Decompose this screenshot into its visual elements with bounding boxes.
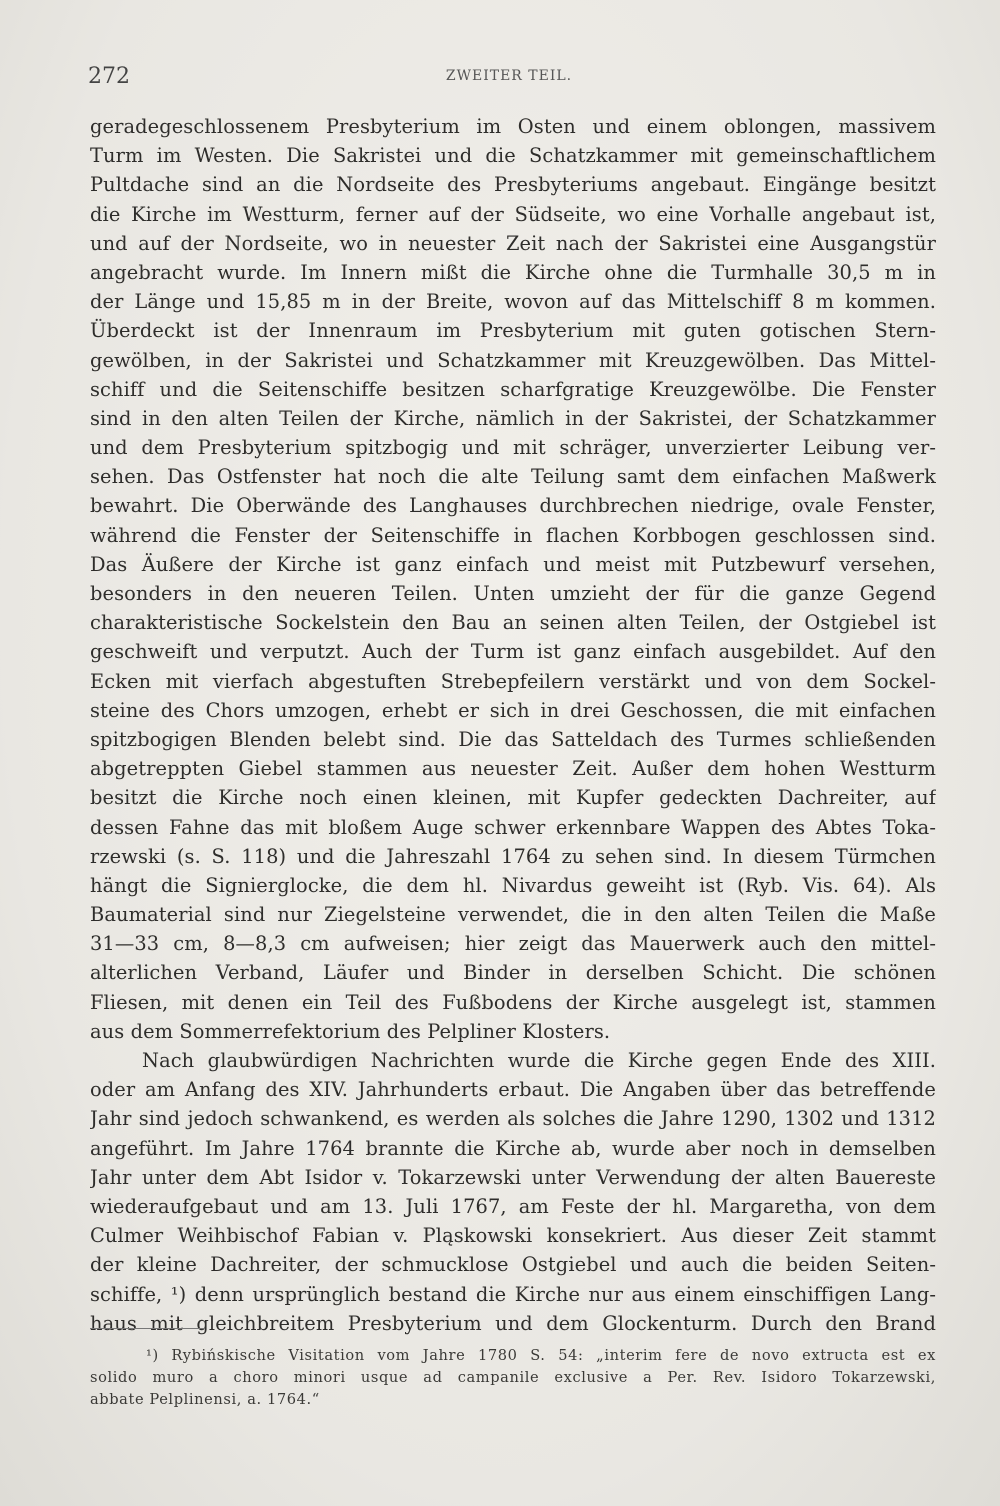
text-line: 31—33 cm, 8—8,3 cm aufweisen; hier zeigt das Mauerwerk auch den mittel-	[90, 932, 936, 956]
footnote-line: solido muro a choro minori usque ad campanile exclusive a Per. Rev. Isidoro Tokarzewski,	[90, 1369, 936, 1386]
text-line: sehen. Das Ostfenster hat noch die alte Teilung samt dem einfachen Maßwerk	[90, 465, 936, 489]
text-line: Culmer Weihbischof Fabian v. Pląskowski konsekriert. Aus dieser Zeit stammt	[90, 1224, 936, 1248]
text-line: schiff und die Seitenschiffe besitzen scharfgratige Kreuzgewölbe. Die Fenster	[90, 377, 936, 401]
text-line: während die Fenster der Seitenschiffe in flachen Korbbogen geschlossen sind.	[90, 523, 936, 547]
text-line: haus mit gleichbreitem Presbyterium und dem Glockenturm. Durch den Brand	[90, 1311, 936, 1335]
text-line: angebracht wurde. Im Innern mißt die Kirche ohne die Turmhalle 30,5 m in	[90, 260, 936, 284]
body-text	[90, 112, 936, 1338]
text-line: Ecken mit vierfach abgestuften Strebepfeilern verstärkt und von dem Sockel-	[90, 669, 936, 693]
text-line: Pultdache sind an die Nordseite des Presbyteriums angebaut. Eingänge besitzt	[90, 173, 936, 197]
page-number: 272	[88, 64, 130, 89]
text-line: Das Äußere der Kirche ist ganz einfach und meist mit Putzbewurf versehen,	[90, 552, 936, 576]
text-line: angeführt. Im Jahre 1764 brannte die Kirche ab, wurde aber noch in demselben	[90, 1136, 936, 1160]
text-line: hängt die Signierglocke, die dem hl. Nivardus geweiht ist (Ryb. Vis. 64). Als	[90, 873, 936, 897]
text-line: Turm im Westen. Die Sakristei und die Schatzkammer mit gemeinschaftlichem	[90, 144, 936, 168]
text-line: wiederaufgebaut und am 13. Juli 1767, am Feste der hl. Margaretha, von dem	[90, 1194, 936, 1218]
text-line: steine des Chors umzogen, erhebt er sich in drei Geschossen, die mit einfachen	[90, 698, 936, 722]
text-line: oder am Anfang des XIV. Jahrhunderts erbaut. Die Angaben über das betreffende	[90, 1078, 936, 1102]
text-line: geschweift und verputzt. Auch der Turm ist ganz einfach ausgebildet. Auf den	[90, 640, 936, 664]
text-line: besonders in den neueren Teilen. Unten umzieht der für die ganze Gegend	[90, 582, 936, 605]
footnote-divider	[90, 1328, 205, 1329]
text-line: Überdeckt ist der Innenraum im Presbyterium mit guten gotischen Stern-	[90, 319, 936, 343]
text-line: charakteristische Sockelstein den Bau an seinen alten Teilen, der Ostgiebel ist	[90, 611, 936, 635]
text-line: geradegeschlossenem Presbyterium im Osten und einem oblongen, massivem	[90, 115, 936, 138]
footnote-line: ¹) Rybińskische Visitation vom Jahre 1780 S. 54: „interim fere de novo extructa est ex	[146, 1347, 936, 1364]
text-line: aus dem Sommerrefektorium des Pelpliner Klosters.	[90, 1019, 611, 1043]
text-line: dessen Fahne das mit bloßem Auge schwer erkennbare Wappen des Abtes Toka-	[90, 815, 936, 839]
text-line: und dem Presbyterium spitzbogig und mit schräger, unverzierter Leibung ver-	[90, 436, 936, 460]
text-line: Fliesen, mit denen ein Teil des Fußbodens der Kirche ausgelegt ist, stammen	[90, 990, 936, 1014]
text-line: der kleine Dachreiter, der schmucklose Ostgiebel und auch die beiden Seiten-	[90, 1253, 936, 1277]
text-line: und auf der Nordseite, wo in neuester Zeit nach der Sakristei eine Ausgangstür	[90, 231, 936, 255]
text-line: sind in den alten Teilen der Kirche, nämlich in der Sakristei, der Schatzkammer	[90, 406, 936, 430]
page-header	[88, 64, 930, 94]
text-line: bewahrt. Die Oberwände des Langhauses durchbrechen niedrige, ovale Fenster,	[90, 494, 936, 518]
text-line: die Kirche im Westturm, ferner auf der Südseite, wo eine Vorhalle angebaut ist,	[90, 202, 936, 226]
text-line: gewölben, in der Sakristei und Schatzkammer mit Kreuzgewölben. Das Mittel-	[90, 348, 936, 372]
text-line: besitzt die Kirche noch einen kleinen, mit Kupfer gedeckten Dachreiter, auf	[90, 786, 936, 810]
text-line: alterlichen Verband, Läufer und Binder in derselben Schicht. Die schönen	[90, 961, 936, 985]
text-line: Jahr sind jedoch schwankend, es werden als solches die Jahre 1290, 1302 und 1312	[90, 1107, 936, 1131]
footnotes	[90, 1345, 936, 1411]
text-line: der Länge und 15,85 m in der Breite, wovon auf das Mittelschiff 8 m kommen.	[90, 290, 936, 314]
text-line: Jahr unter dem Abt Isidor v. Tokarzewski unter Verwendung der alten Bauereste	[90, 1165, 936, 1189]
running-title: ZWEITER TEIL.	[445, 68, 573, 84]
text-line: spitzbogigen Blenden belebt sind. Die das Satteldach des Turmes schließenden	[90, 727, 936, 751]
text-line: rzewski (s. S. 118) und die Jahreszahl 1764 zu sehen sind. In diesem Türmchen	[90, 844, 936, 868]
text-line: abgetreppten Giebel stammen aus neuester Zeit. Außer dem hohen Westturm	[90, 757, 936, 781]
text-line: schiffe, ¹) denn ursprünglich bestand die Kirche nur aus einem einschiffigen Lang-	[90, 1282, 936, 1306]
footnote-line: abbate Pelplinensi, a. 1764.“	[90, 1391, 320, 1408]
text-line: Nach glaubwürdigen Nachrichten wurde die Kirche gegen Ende des XIII.	[142, 1049, 936, 1072]
text-line: Baumaterial sind nur Ziegelsteine verwendet, die in den alten Teilen die Maße	[90, 903, 936, 927]
